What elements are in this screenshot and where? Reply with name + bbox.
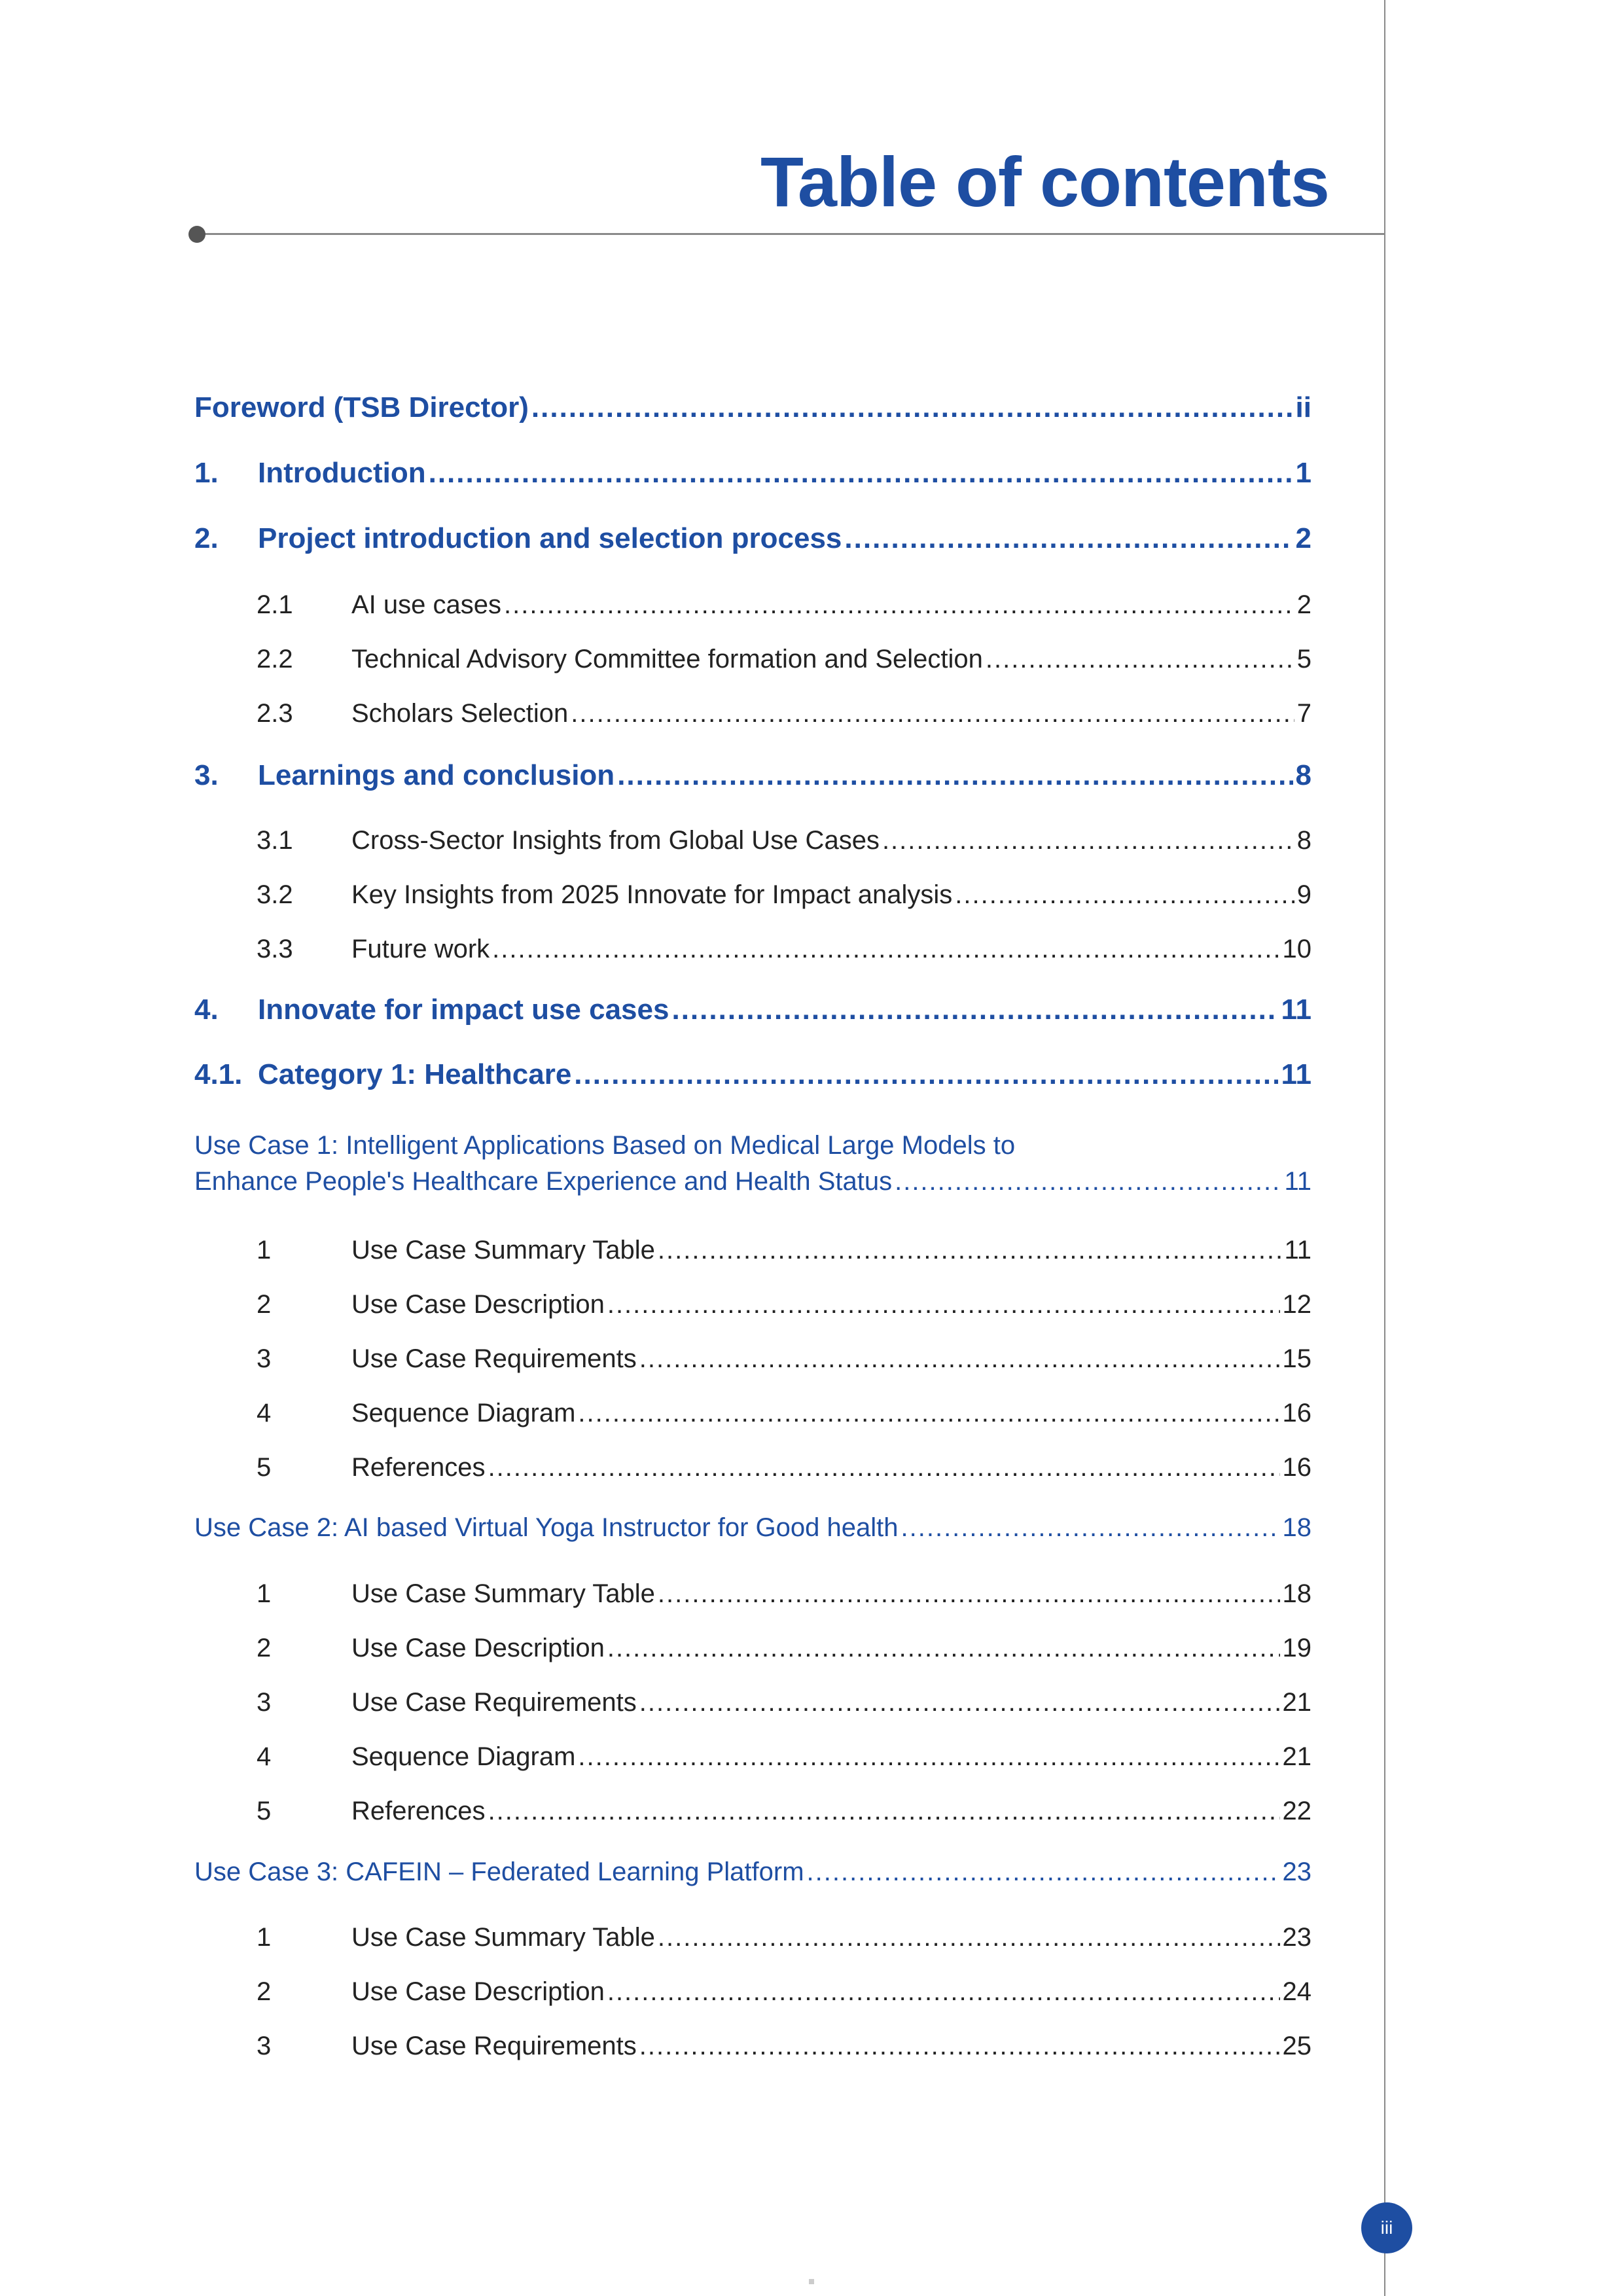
toc-page: 1 — [1295, 457, 1311, 489]
toc-entry-uc1-item[interactable] — [257, 1399, 1311, 1428]
toc-number: 3.1 — [257, 826, 293, 855]
toc-entry-3-3[interactable] — [257, 935, 1311, 964]
toc-entry-3-1[interactable] — [257, 826, 1311, 855]
toc-page: 8 — [1296, 826, 1311, 855]
toc-entry-use-case-1[interactable] — [194, 1131, 1311, 1196]
toc-label: Introduction — [258, 457, 426, 489]
toc-entry-2-1[interactable] — [257, 590, 1311, 620]
toc-label: Use Case Description — [351, 1977, 605, 2006]
toc-entry-uc1-item[interactable] — [257, 1453, 1311, 1482]
toc-label: Innovate for impact use cases — [258, 994, 669, 1026]
toc-label: Use Case 2: AI based Virtual Yoga Instructor for Good health — [194, 1513, 899, 1542]
toc-leader — [617, 759, 1293, 792]
toc-label: Use Case Requirements — [351, 1344, 637, 1373]
toc-page: 10 — [1282, 935, 1311, 963]
toc-label: Learnings and conclusion — [258, 759, 615, 791]
title-underline — [196, 233, 1385, 235]
toc-page: 23 — [1282, 1857, 1311, 1886]
toc-page: 5 — [1296, 645, 1311, 673]
toc-label: Use Case Requirements — [351, 2032, 637, 2060]
toc-page: 12 — [1282, 1290, 1311, 1319]
toc-leader — [895, 1167, 1281, 1196]
toc-number: 2 — [257, 1634, 272, 1662]
toc-page: 11 — [1284, 1236, 1311, 1265]
toc-leader — [901, 1513, 1280, 1543]
toc-leader — [639, 1688, 1280, 1717]
toc-entry-category-healthcare[interactable] — [194, 1058, 1311, 1091]
toc-leader — [639, 2032, 1280, 2061]
toc-leader — [658, 1579, 1280, 1609]
footer-mark — [809, 2279, 814, 2284]
toc-page: 25 — [1282, 2032, 1311, 2060]
toc-leader — [492, 935, 1279, 964]
toc-label: Scholars Selection — [351, 699, 569, 728]
toc-entry-uc1-item[interactable] — [257, 1236, 1311, 1265]
toc-label: Use Case Summary Table — [351, 1236, 655, 1265]
toc-page: 9 — [1296, 880, 1311, 909]
toc-number: 5 — [257, 1453, 272, 1482]
toc-page: 16 — [1282, 1453, 1311, 1482]
toc-number: 4 — [257, 1742, 272, 1771]
page-number-badge: iii — [1361, 2202, 1412, 2253]
toc-page: 11 — [1284, 1167, 1311, 1196]
toc-label: References — [351, 1453, 486, 1482]
toc-leader — [658, 1236, 1282, 1265]
right-margin-rule — [1384, 0, 1385, 2296]
toc-entry-project-introduction[interactable] — [194, 522, 1311, 555]
toc-label: References — [351, 1797, 486, 1825]
toc-leader — [574, 1058, 1278, 1091]
toc-leader — [578, 1399, 1279, 1428]
toc-page: 16 — [1282, 1399, 1311, 1427]
toc-page: 23 — [1282, 1923, 1311, 1952]
toc-page: 21 — [1282, 1742, 1311, 1771]
toc-page: 21 — [1282, 1688, 1311, 1717]
toc-label: Foreword (TSB Director) — [194, 391, 529, 423]
toc-label: Use Case Requirements — [351, 1688, 637, 1717]
toc-number: 3 — [257, 2032, 272, 2060]
toc-number: 2.2 — [257, 645, 293, 673]
toc-page: 24 — [1282, 1977, 1311, 2006]
toc-number: 3 — [257, 1344, 272, 1373]
toc-label: Use Case Summary Table — [351, 1579, 655, 1608]
toc-number: 2 — [257, 1977, 272, 2006]
toc-leader — [488, 1453, 1280, 1482]
toc-leader — [429, 457, 1293, 490]
toc-entry-foreword[interactable] — [194, 391, 1311, 424]
toc-page: 7 — [1296, 699, 1311, 728]
toc-number: 1 — [257, 1579, 272, 1608]
underline-dot — [188, 226, 205, 243]
toc-label: Category 1: Healthcare — [258, 1058, 572, 1090]
toc-leader — [607, 1290, 1280, 1319]
toc-label: Sequence Diagram — [351, 1742, 576, 1771]
toc-label: Use Case 3: CAFEIN – Federated Learning Platform — [194, 1857, 804, 1886]
toc-number: 3 — [257, 1688, 272, 1717]
toc-label-line2: Enhance People's Healthcare Experience and Health Status — [194, 1167, 893, 1196]
toc-page: 18 — [1282, 1579, 1311, 1608]
toc-number: 2 — [257, 1290, 272, 1319]
page-title: Table of contents — [760, 142, 1329, 221]
toc-label: Use Case Summary Table — [351, 1923, 655, 1952]
toc-number: 2.3 — [257, 699, 293, 728]
toc-leader — [658, 1923, 1280, 1952]
toc-entry-uc1-item[interactable] — [257, 1344, 1311, 1374]
toc-leader — [844, 522, 1293, 555]
toc-number: 4.1. — [194, 1058, 243, 1090]
toc-entry-use-case-3[interactable] — [194, 1857, 1311, 1887]
toc-leader — [955, 880, 1294, 910]
toc-label: Project introduction and selection process — [258, 522, 842, 554]
toc-leader — [571, 699, 1294, 728]
toc-entry-uc3-item[interactable] — [257, 1977, 1311, 2007]
toc-label: Key Insights from 2025 Innovate for Impact analysis — [351, 880, 953, 909]
toc-page: 22 — [1282, 1797, 1311, 1825]
toc-page: 19 — [1282, 1634, 1311, 1662]
toc-number: 3.2 — [257, 880, 293, 909]
toc-leader — [531, 391, 1293, 424]
toc-entry-uc3-item[interactable] — [257, 2032, 1311, 2061]
toc-leader — [607, 1634, 1280, 1663]
toc-entry-innovate-use-cases[interactable] — [194, 994, 1311, 1026]
toc-entry-learnings[interactable] — [194, 759, 1311, 792]
toc-number: 2.1 — [257, 590, 293, 619]
toc-entry-2-2[interactable] — [257, 645, 1311, 674]
toc-page: 15 — [1282, 1344, 1311, 1373]
toc-leader — [882, 826, 1294, 855]
toc-entry-use-case-2[interactable] — [194, 1513, 1311, 1543]
toc-number: 4 — [257, 1399, 272, 1427]
toc-leader — [578, 1742, 1279, 1772]
toc-entry-uc2-item[interactable] — [257, 1688, 1311, 1717]
toc-page: 18 — [1282, 1513, 1311, 1542]
toc-leader — [607, 1977, 1280, 2007]
toc-entry-uc2-item[interactable] — [257, 1634, 1311, 1663]
toc-entry-uc2-item[interactable] — [257, 1797, 1311, 1826]
toc-label: Use Case Description — [351, 1290, 605, 1319]
toc-leader — [986, 645, 1294, 674]
toc-number: 1 — [257, 1923, 272, 1952]
toc-leader — [807, 1857, 1280, 1887]
toc-entry-uc2-item[interactable] — [257, 1742, 1311, 1772]
toc-label: Technical Advisory Committee formation and Selection — [351, 645, 983, 673]
toc-label: Cross-Sector Insights from Global Use Cases — [351, 826, 880, 855]
toc-label: AI use cases — [351, 590, 502, 619]
toc-leader — [488, 1797, 1280, 1826]
toc-leader — [671, 994, 1278, 1026]
toc-page: 11 — [1281, 994, 1311, 1026]
toc-page: ii — [1295, 391, 1311, 423]
toc-number: 3. — [194, 759, 219, 791]
toc-entry-introduction[interactable] — [194, 457, 1311, 490]
toc-number: 2. — [194, 522, 219, 554]
toc-entry-uc2-item[interactable] — [257, 1579, 1311, 1609]
toc-label: Future work — [351, 935, 490, 963]
toc-page: 2 — [1296, 590, 1311, 619]
toc-leader — [504, 590, 1294, 620]
toc-leader — [639, 1344, 1280, 1374]
toc-entry-3-2[interactable] — [257, 880, 1311, 910]
toc-label-line1: Use Case 1: Intelligent Applications Based on Medical Large Models to — [194, 1131, 1016, 1160]
toc-number: 4. — [194, 994, 219, 1026]
toc-page: 2 — [1295, 522, 1311, 554]
toc-number: 1 — [257, 1236, 272, 1265]
toc-label: Sequence Diagram — [351, 1399, 576, 1427]
toc-number: 3.3 — [257, 935, 293, 963]
toc-page: 11 — [1281, 1058, 1311, 1090]
toc-entry-2-3[interactable] — [257, 699, 1311, 728]
toc-number: 5 — [257, 1797, 272, 1825]
toc-number: 1. — [194, 457, 219, 489]
toc-label: Use Case Description — [351, 1634, 605, 1662]
toc-page: 8 — [1295, 759, 1311, 791]
toc-entry-uc3-item[interactable] — [257, 1923, 1311, 1952]
toc-entry-uc1-item[interactable] — [257, 1290, 1311, 1319]
